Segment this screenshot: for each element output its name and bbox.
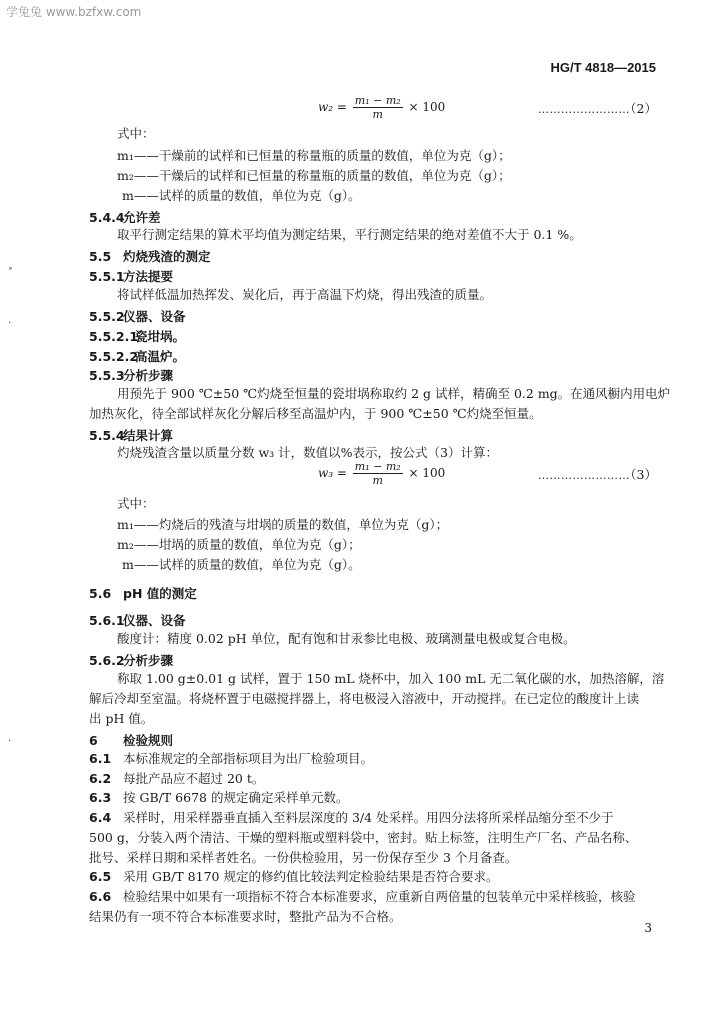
clause: 6.4 采样时，用采样器垂直插入至料层深度的 3/4 处采样。用四分法将所采样品缩分至不少于 bbox=[89, 810, 614, 825]
formula-rhs: × 100 bbox=[408, 466, 446, 480]
section-heading: 5.6.2分析步骤 bbox=[89, 653, 174, 668]
paragraph: 将试样低温加热挥发、炭化后，再于高温下灼烧，得出残渣的质量。 bbox=[117, 287, 493, 302]
formula-dots: …………………… bbox=[538, 103, 630, 116]
formula-label: （2） bbox=[624, 101, 657, 116]
legend-line: m——试样的质量的数值，单位为克（g）。 bbox=[122, 188, 361, 203]
clause: 6.3 按 GB/T 6678 的规定确定采样单元数。 bbox=[89, 790, 349, 805]
paragraph: 取平行测定结果的算术平均值为测定结果，平行测定结果的绝对差值不大于 0.1 %。 bbox=[117, 227, 582, 242]
formula-denominator: m bbox=[372, 474, 383, 487]
clause: 6.6 检验结果中如果有一项指标不符合本标准要求，应重新自两倍量的包装单元中采样核验，核验 bbox=[89, 889, 636, 904]
section-heading: 6 检验规则 bbox=[89, 733, 174, 748]
section-heading: 5.5.1方法提要 bbox=[89, 269, 174, 284]
formula-label: （3） bbox=[624, 467, 657, 482]
formula-3 bbox=[318, 460, 445, 487]
paragraph: 称取 1.00 g±0.01 g 试样，置于 150 mL 烧杯中，加入 100 mL 无二氧化碳的水，加热溶解，溶 bbox=[117, 671, 665, 686]
legend-line: m₂——干燥后的试样和已恒量的称量瓶的质量的数值，单位为克（g）； bbox=[117, 168, 511, 183]
formula-dots: …………………… bbox=[538, 469, 630, 482]
scan-mark: ˚ bbox=[8, 268, 13, 279]
section-heading: 5.5.2.1瓷坩埚。 bbox=[89, 329, 186, 344]
legend-line: m₁——干燥前的试样和已恒量的称量瓶的质量的数值，单位为克（g）； bbox=[117, 148, 511, 163]
legend-line: m₂——坩埚的质量的数值，单位为克（g）； bbox=[117, 537, 361, 552]
section-heading: 5.6 pH 值的测定 bbox=[89, 586, 197, 601]
formula-numerator: m₁ − m₂ bbox=[354, 460, 401, 473]
paragraph: 灼烧残渣含量以质量分数 w₃ 计，数值以%表示，按公式（3）计算： bbox=[117, 445, 498, 460]
section-heading: 5.4.4允许差 bbox=[89, 210, 161, 225]
clause: 6.1 本标准规定的全部指标项目为出厂检验项目。 bbox=[89, 751, 374, 766]
scan-mark: · bbox=[8, 318, 12, 329]
section-heading: 5.5.3分析步骤 bbox=[89, 368, 174, 383]
legend-intro: 式中： bbox=[117, 126, 155, 141]
paragraph: 加热灰化，待全部试样灰化分解后移至高温炉内，于 900 ℃±50 ℃灼烧至恒量。 bbox=[89, 406, 542, 421]
section-heading: 5.5.2仪器、设备 bbox=[89, 309, 186, 324]
page-number: 3 bbox=[644, 921, 652, 935]
formula-denominator: m bbox=[372, 108, 383, 121]
paragraph: 解后冷却至室温。将烧杯置于电磁搅拌器上，将电极浸入溶液中，开动搅拌。在已定位的酸度计上读 bbox=[89, 691, 640, 706]
section-heading: 5.5 灼烧残渣的测定 bbox=[89, 249, 211, 264]
clause: 6.2 每批产品应不超过 20 t。 bbox=[89, 771, 265, 786]
formula-rhs: × 100 bbox=[408, 100, 446, 114]
paragraph: 出 pH 值。 bbox=[89, 711, 154, 726]
formula-lhs: w₂ = bbox=[318, 100, 347, 114]
paragraph: 酸度计：精度 0.02 pH 单位，配有饱和甘汞参比电极、玻璃测量电极或复合电极。 bbox=[117, 631, 576, 646]
paragraph: 用预先于 900 ℃±50 ℃灼烧至恒量的瓷坩埚称取约 2 g 试样，精确至 0.2 mg。在通风橱内用电炉 bbox=[117, 386, 671, 401]
legend-line: m₁——灼烧后的残渣与坩埚的质量的数值，单位为克（g）； bbox=[117, 517, 449, 532]
paragraph: 500 g，分装入两个清洁、干燥的塑料瓶或塑料袋中，密封。贴上标签，注明生产厂名、产品名称、 bbox=[89, 830, 638, 845]
formula-2 bbox=[318, 94, 445, 121]
formula-fraction bbox=[353, 460, 403, 487]
scan-mark: · bbox=[8, 736, 12, 747]
paragraph: 批号、采样日期和采样者姓名。一份供检验用，另一份保存至少 3 个月备查。 bbox=[89, 850, 518, 865]
formula-fraction bbox=[353, 94, 403, 121]
section-heading: 5.5.2.2高温炉。 bbox=[89, 349, 186, 364]
standard-code: HG/T 4818—2015 bbox=[550, 60, 656, 75]
paragraph: 结果仍有一项不符合本标准要求时，整批产品为不合格。 bbox=[89, 909, 402, 924]
clause: 6.5 采用 GB/T 8170 规定的修约值比较法判定检验结果是否符合要求。 bbox=[89, 869, 499, 884]
legend-line: m——试样的质量的数值，单位为克（g）。 bbox=[122, 557, 361, 572]
watermark: 学兔兔 www.bzfxw.com bbox=[6, 5, 142, 19]
section-heading: 5.6.1仪器、设备 bbox=[89, 613, 186, 628]
legend-intro: 式中： bbox=[117, 496, 155, 511]
section-heading: 5.5.4结果计算 bbox=[89, 428, 174, 443]
formula-numerator: m₁ − m₂ bbox=[354, 94, 401, 107]
formula-lhs: w₃ = bbox=[318, 466, 347, 480]
